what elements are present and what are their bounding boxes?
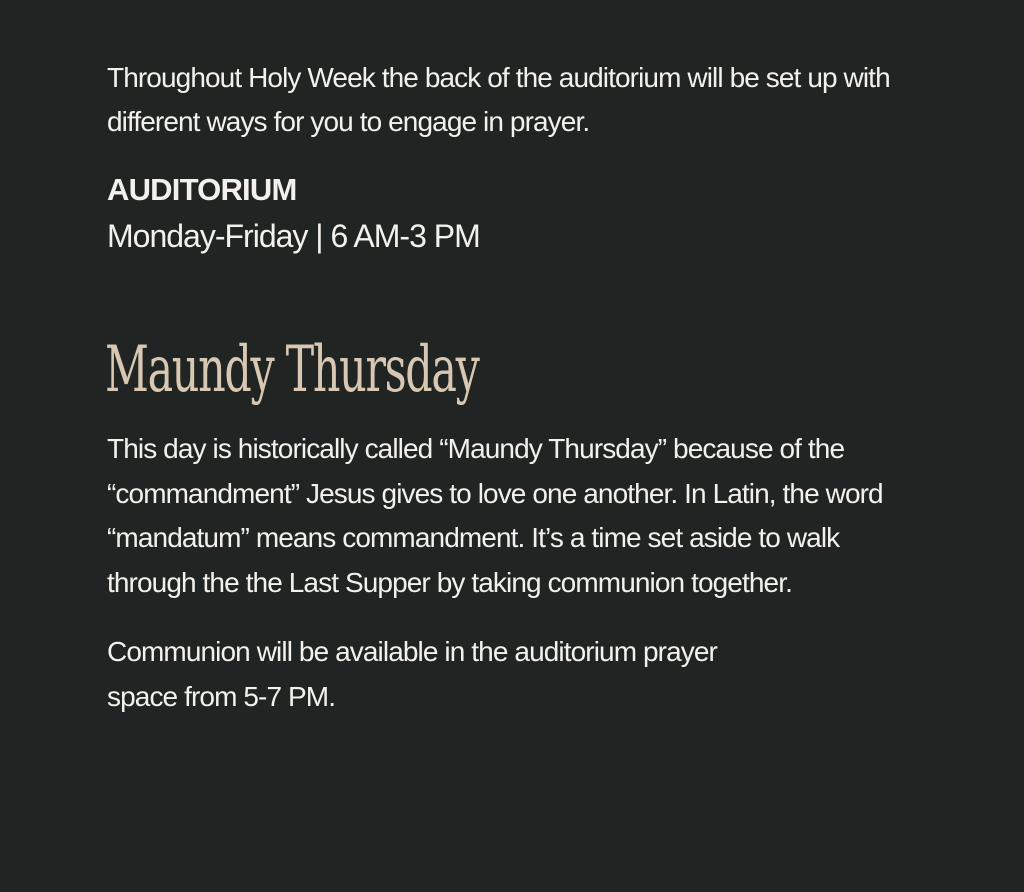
intro-text: Throughout Holy Week the back of the auditorium will be set up with different ways for you to engage in prayer. xyxy=(107,62,890,137)
maundy-thursday-section xyxy=(107,318,1024,719)
maundy-thursday-heading: Maundy Thursday xyxy=(105,333,479,407)
maundy-thursday-description: This day is historically called “Maundy Thursday” because of the “commandment” Jesus gives to love one another. In Latin, the word “mandatum” means commandment. It’s a time set aside to walk through the the Last Supper by taking communion together. xyxy=(107,433,883,598)
auditorium-hours: Monday-Friday | 6 AM-3 PM xyxy=(107,218,480,254)
communion-availability-text: Communion will be available in the auditorium prayer space from 5-7 PM. xyxy=(107,636,717,712)
auditorium-schedule xyxy=(107,170,1024,256)
auditorium-label: AUDITORIUM xyxy=(107,172,297,207)
